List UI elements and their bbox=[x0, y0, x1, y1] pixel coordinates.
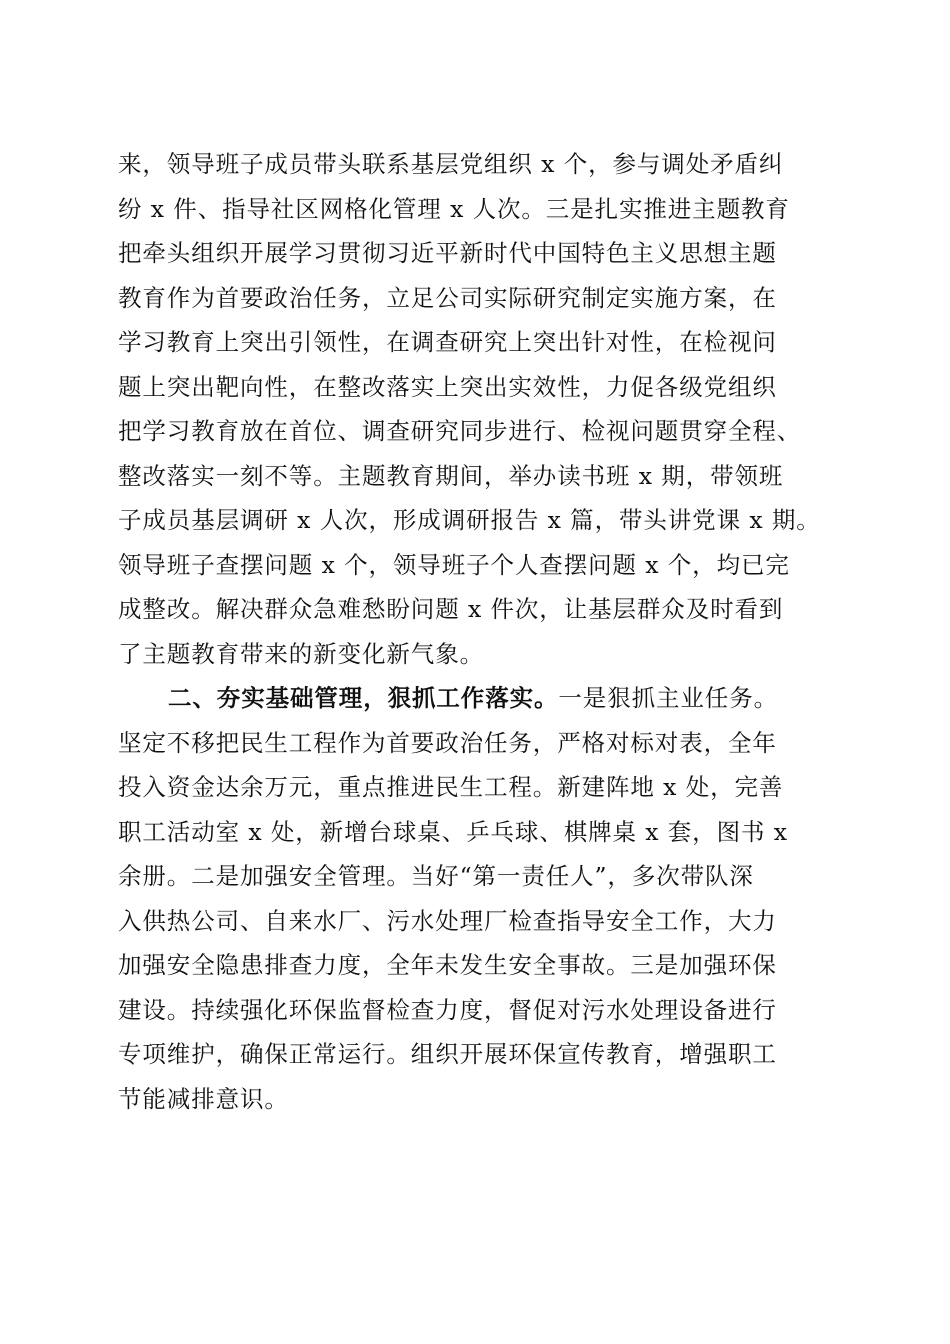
text-line: 坚定不移把民生工程作为首要政治任务，严格对标对表，全年 bbox=[118, 728, 777, 757]
text-segment: 一是狠抓主业任务。 bbox=[558, 684, 779, 712]
section-heading: 二、夯实基础管理，狠抓工作落实。 bbox=[168, 684, 559, 712]
paragraph-1 bbox=[118, 142, 838, 676]
document-body bbox=[118, 142, 838, 1121]
paragraph-2-first-line bbox=[118, 676, 838, 721]
text-line: 成整改。解决群众急难愁盼问题 x 件次，让基层群众及时看到 bbox=[118, 595, 784, 623]
text-line: 投入资金达余万元，重点推进民生工程。新建阵地 x 处，完善 bbox=[118, 773, 784, 801]
text-line: 领导班子查摆问题 x 个，领导班子个人查摆问题 x 个，均已完 bbox=[118, 550, 790, 579]
text-line: 教育作为首要政治任务，立足公司实际研究制定实施方案，在 bbox=[118, 283, 777, 312]
text-line: 纷 x 件、指导社区网格化管理 x 人次。三是扎实推进主题教育 bbox=[118, 194, 790, 223]
text-line: 余册。二是加强安全管理。当好“第一责任人”，多次带队深 bbox=[118, 862, 754, 890]
text-line: 学习教育上突出引领性，在调查研究上突出针对性，在检视问 bbox=[118, 328, 777, 356]
text-line: 题上突出靶向性，在整改落实上突出实效性，力促各级党组织 bbox=[118, 372, 777, 401]
text-line: 子成员基层调研 x 人次，形成调研报告 x 篇，带头讲党课 x 期。 bbox=[118, 506, 821, 534]
text-line: 职工活动室 x 处，新增台球桌、乒乓球、棋牌桌 x 套，图书 x bbox=[118, 817, 788, 846]
text-line: 把学习教育放在首位、调查研究同步进行、检视问题贯穿全程、 bbox=[118, 417, 802, 445]
text-line: 入供热公司、自来水厂、污水处理厂检查指导安全工作，大力 bbox=[118, 906, 777, 935]
text-line: 把牵头组织开展学习贯彻习近平新时代中国特色主义思想主题 bbox=[118, 239, 777, 267]
text-line: 节能减排意识。 bbox=[118, 1084, 289, 1113]
paragraph-2 bbox=[118, 676, 838, 1121]
text-line: 来，领导班子成员带头联系基层党组织 x 个，参与调处矛盾纠 bbox=[118, 150, 784, 178]
text-line: 整改落实一刻不等。主题教育期间，举办读书班 x 期，带领班 bbox=[118, 461, 784, 490]
text-line: 了主题教育带来的新变化新气象。 bbox=[118, 639, 484, 668]
text-line: 加强安全隐患排查力度，全年未发生安全事故。三是加强环保 bbox=[118, 951, 777, 979]
text-line: 专项维护，确保正常运行。组织开展环保宣传教育，增强职工 bbox=[118, 1040, 777, 1068]
text-line: 建设。持续强化环保监督检查力度，督促对污水处理设备进行 bbox=[118, 995, 777, 1024]
